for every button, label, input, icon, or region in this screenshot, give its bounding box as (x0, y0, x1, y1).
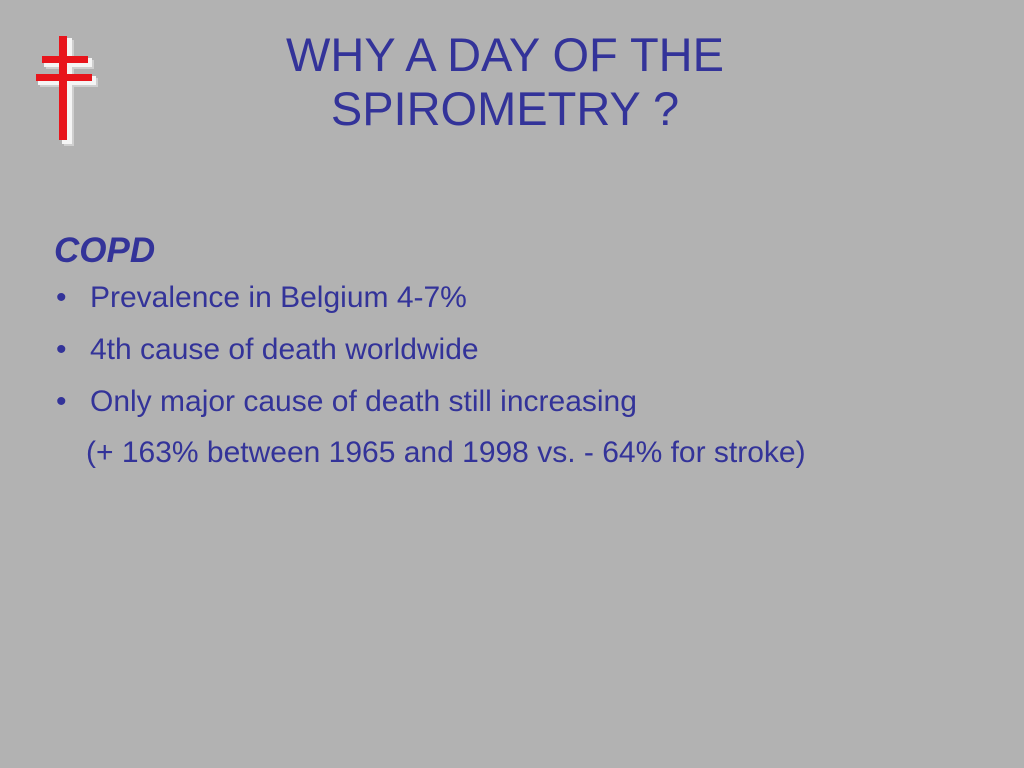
list-item (52, 330, 952, 370)
title-line-1: WHY A DAY OF THE (286, 28, 724, 81)
bullet-text: 4th cause of death worldwide (90, 333, 479, 366)
page-title (200, 28, 810, 136)
double-barred-cross-icon (34, 36, 98, 148)
bullet-text: Only major cause of death still increasing (90, 385, 637, 418)
bullet-icon: • (56, 333, 67, 366)
bullet-text: Prevalence in Belgium 4-7% (90, 281, 467, 314)
list-item (52, 278, 952, 318)
bullet-icon: • (56, 385, 67, 418)
bullet-note: (+ 163% between 1965 and 1998 vs. - 64% for stroke) (86, 436, 806, 469)
title-line-2: SPIROMETRY ? (330, 82, 680, 135)
bullet-icon: • (56, 281, 67, 314)
bullet-list (52, 278, 952, 422)
slide-body (52, 228, 952, 472)
section-heading: COPD (54, 231, 156, 270)
list-item (52, 382, 952, 422)
